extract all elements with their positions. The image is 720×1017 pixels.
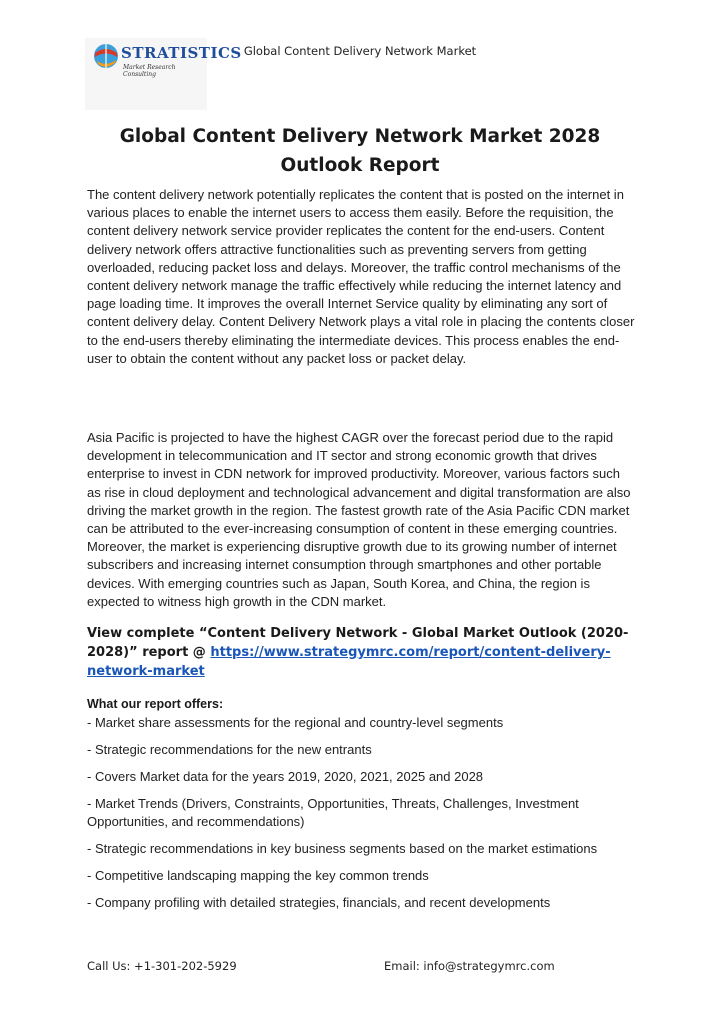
- logo-wordmark: STRATISTICS: [121, 44, 242, 62]
- list-item: - Competitive landscaping mapping the key common trends: [87, 867, 429, 883]
- footer-phone: Call Us: +1-301-202-5929: [87, 959, 237, 973]
- running-header: Global Content Delivery Network Market: [243, 44, 477, 58]
- list-item: - Strategic recommendations in key business segments based on the market estimations: [87, 840, 598, 856]
- list-item: - Company profiling with detailed strategies, financials, and recent developments: [87, 894, 551, 910]
- offers-list: [87, 714, 637, 921]
- list-item: - Market share assessments for the regional and country-level segments: [87, 715, 504, 730]
- offers-heading: What our report offers:: [87, 697, 224, 711]
- report-link[interactable]: https://www.strategymrc.com/report/content-delivery-network-market: [87, 645, 611, 679]
- view-report-label: View complete “Content Delivery Network - Global Market Outlook (2020-2028)” report @: [87, 626, 629, 660]
- view-report-text: [87, 624, 647, 681]
- list-item: - Market Trends (Drivers, Constraints, Opportunities, Threats, Challenges, Investment Opportunities, and recommendations): [87, 796, 579, 829]
- paragraph-overview: The content delivery network potentially replicates the content that is posted on the internet in various places to enable the internet users to access them easily. Before the requisition, the content delivery network service provider replicates the content for the end-users. Content delivery network offers attractive functionalities such as preventing servers from getting overloaded, reducing packet loss and delays. Moreover, the traffic control mechanisms of the content delivery network manage the traffic effectively while reducing the internet latency and page loading time. It improves the overall Internet Service quality by eliminating any sort of content delivery delay. Content Delivery Network plays a vital role in placing the contents closer to the end-users thereby eliminating the intermediate devices. This process enables the end-user to obtain the content without any packet loss or packet delay.: [87, 187, 635, 366]
- footer-email: Email: info@strategymrc.com: [384, 959, 555, 973]
- list-item: - Covers Market data for the years 2019, 2020, 2021, 2025 and 2028: [87, 769, 484, 784]
- paragraph-asia-pacific: Asia Pacific is projected to have the highest CAGR over the forecast period due to the rapid development in telecommunication and IT sector and strong economic growth that drives enterprise to invest in CDN network for improved productivity. Moreover, various factors such as rise in cloud deployment and technological advancement and digital transformation are also driving the market growth in the region. The fastest growth rate of the Asia Pacific CDN market can be attributed to the ever-increasing consumption of content in these emerging countries. Moreover, the market is experiencing disruptive growth due to its growing number of internet subscribers and increasing internet consumption through smartphones and other portable devices. With emerging countries such as Japan, South Korea, and China, the region is expected to witness high growth in the CDN market.: [87, 430, 631, 609]
- logo-tagline: Market Research Consulting: [123, 64, 176, 78]
- document-title: Global Content Delivery Network Market 2028 Outlook Report: [119, 126, 601, 176]
- list-item: - Strategic recommendations for the new entrants: [87, 742, 372, 757]
